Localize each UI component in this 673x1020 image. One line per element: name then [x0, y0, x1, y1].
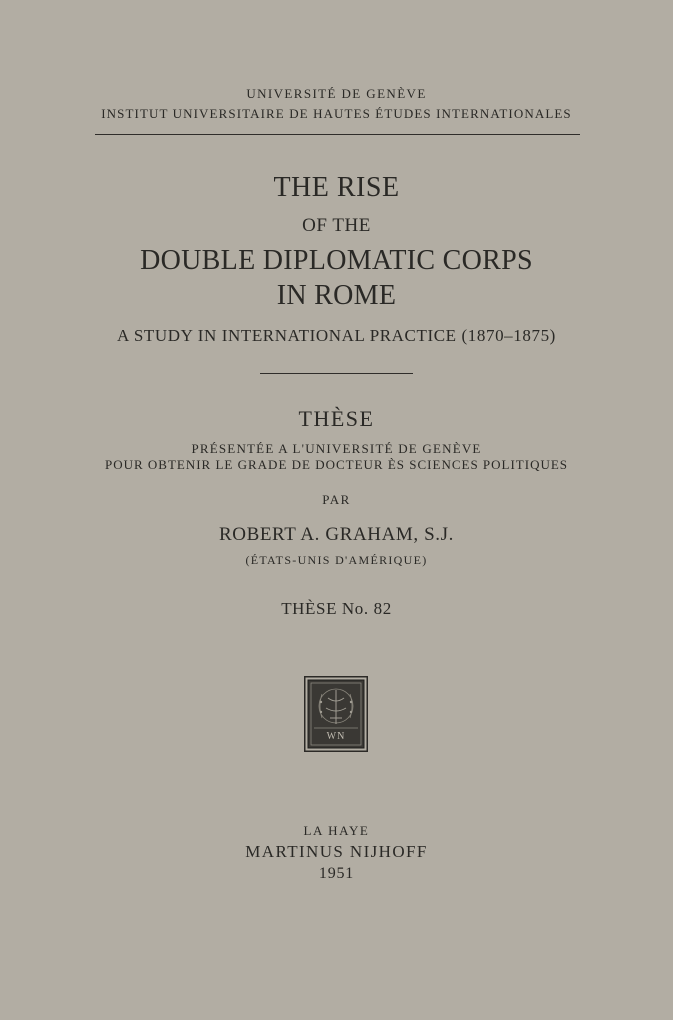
- title-line-3: DOUBLE DIPLOMATIC CORPS: [140, 245, 533, 276]
- emblem-monogram: WN: [326, 731, 346, 742]
- publisher-emblem-icon: [304, 676, 368, 752]
- thesis-label: THÈSE: [298, 406, 375, 431]
- thesis-number: THÈSE No. 82: [281, 599, 392, 618]
- institute-name: INSTITUT UNIVERSITAIRE DE HAUTES ÉTUDES INTERNATIONALES: [101, 106, 572, 121]
- by-label: PAR: [322, 492, 351, 507]
- author-name: ROBERT A. GRAHAM, S.J.: [218, 524, 454, 545]
- title-line-2: OF THE: [302, 215, 371, 236]
- header-divider: [95, 134, 580, 135]
- title-line-1: THE RISE: [273, 172, 400, 203]
- author-country: (ÉTATS-UNIS D'AMÉRIQUE): [245, 553, 428, 567]
- presented-line-1: PRÉSENTÉE A L'UNIVERSITÉ DE GENÈVE: [191, 441, 482, 456]
- publisher-city: LA HAYE: [303, 823, 370, 838]
- title-line-4: IN ROME: [276, 280, 397, 311]
- title-divider: [260, 373, 413, 374]
- university-name: UNIVERSITÉ DE GENÈVE: [246, 86, 427, 101]
- subtitle: A STUDY IN INTERNATIONAL PRACTICE (1870–1875): [117, 326, 556, 345]
- presented-line-2: POUR OBTENIR LE GRADE DE DOCTEUR ÈS SCIENCES POLITIQUES: [104, 457, 569, 472]
- publication-year: 1951: [318, 865, 355, 882]
- publisher-name: MARTINUS NIJHOFF: [245, 842, 428, 861]
